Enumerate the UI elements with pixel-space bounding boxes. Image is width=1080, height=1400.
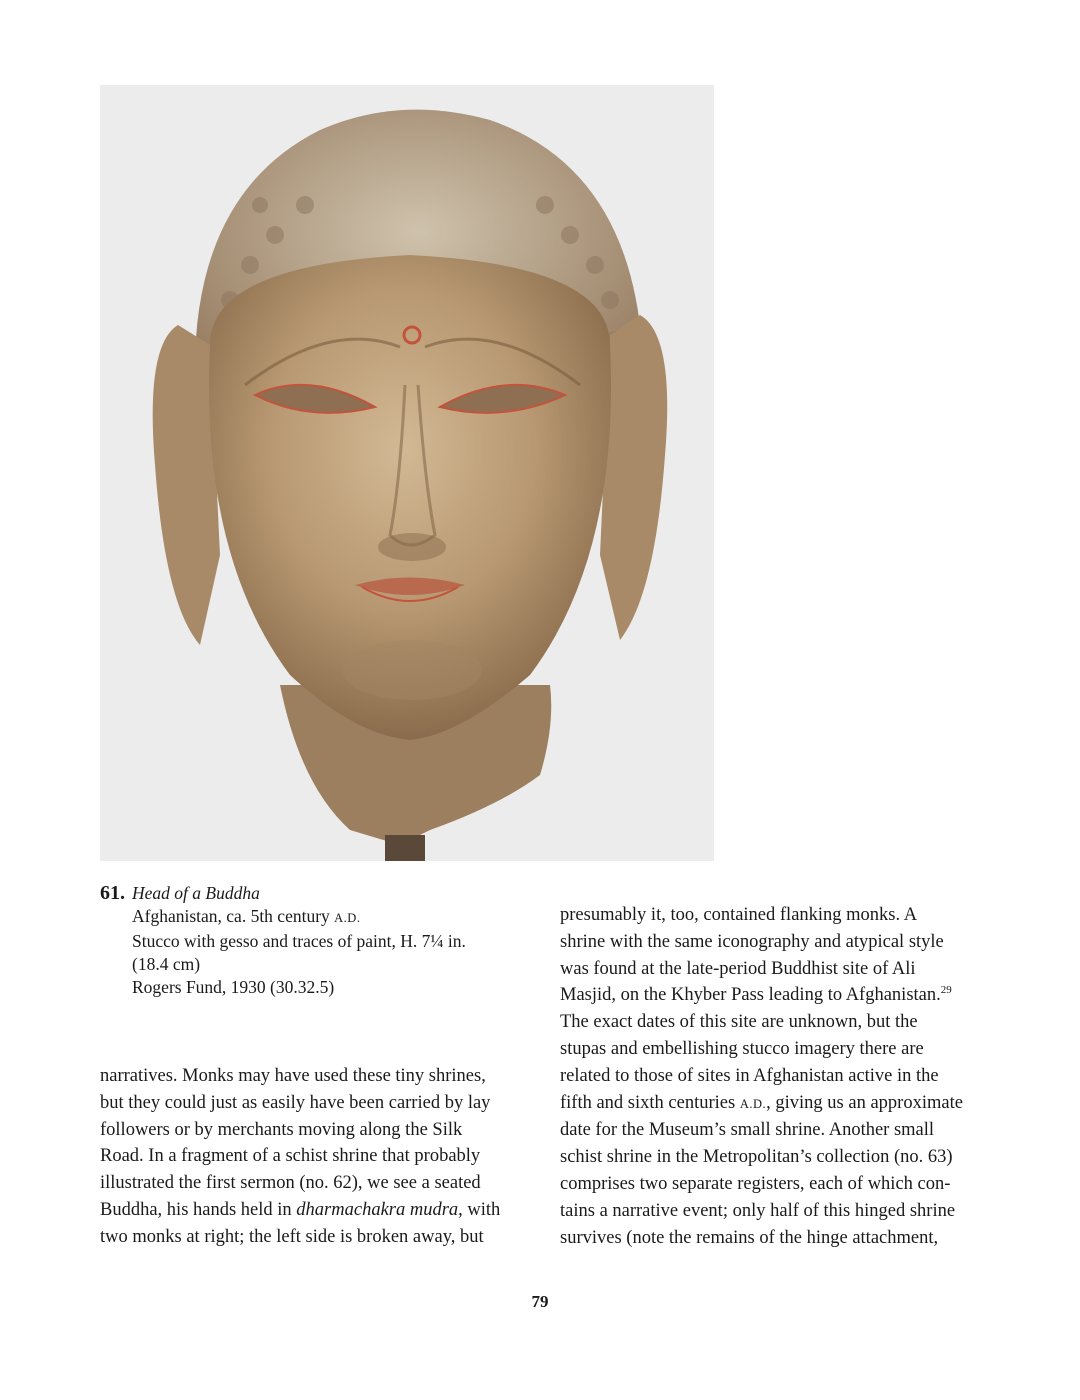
right-paragraph: presumably it, too, contained flanking monks. A shrine with the same iconography and atypical style was found at the late-period Buddhist site of Ali Masjid, on the Khyber Pass leading to Afghanistan.$^{29}$ The exact dates of this site are unknown, but the stupas and embellishing stucco imagery there are related to those of sites in Afghanistan active in the fifth and sixth centuries A.D., giving us an approximate date for the Museum’s small shrine. Another small schist shrine in the Metropolitan’s collection (no. 63) comprises two separate registers, each of which con- tains a narrative event; only half of this hinged shrine survives (note the remains of the hinge attachment, bbox=[560, 905, 963, 1248]
term-dharmachakra-mudra: dharmachakra mudra bbox=[296, 1199, 459, 1220]
body-text-right-column bbox=[560, 902, 980, 1251]
footnote-marker: 29 bbox=[940, 984, 952, 997]
left-paragraph: narratives. Monks may have used these tiny shrines, but they could just as easily have been carried by lay followers or by merchants moving along the Silk Road. In a fragment of a schist shrine that probably illustrated the first sermon (no. 62), we see a seated Buddha, his hands held in dharmachakra mudra, with two monks at right; the left side is broken away, but bbox=[100, 1066, 501, 1247]
figure-credit: Rogers Fund, 1930 (30.32.5) bbox=[132, 977, 335, 997]
body-text-left-column bbox=[100, 1063, 510, 1251]
figure-origin: Afghanistan, ca. 5th century A.D. bbox=[132, 906, 361, 926]
figure-title: Head of a Buddha bbox=[132, 883, 260, 903]
buddha-head-icon bbox=[100, 85, 714, 861]
buddha-head-photo bbox=[100, 85, 714, 861]
figure-caption bbox=[100, 882, 520, 999]
figure-medium: Stucco with gesso and traces of paint, H. 7¼ in. bbox=[132, 931, 466, 951]
page-number: 79 bbox=[531, 1292, 549, 1311]
figure-dimensions: (18.4 cm) bbox=[132, 954, 201, 974]
figure-number: 61. bbox=[100, 882, 125, 904]
